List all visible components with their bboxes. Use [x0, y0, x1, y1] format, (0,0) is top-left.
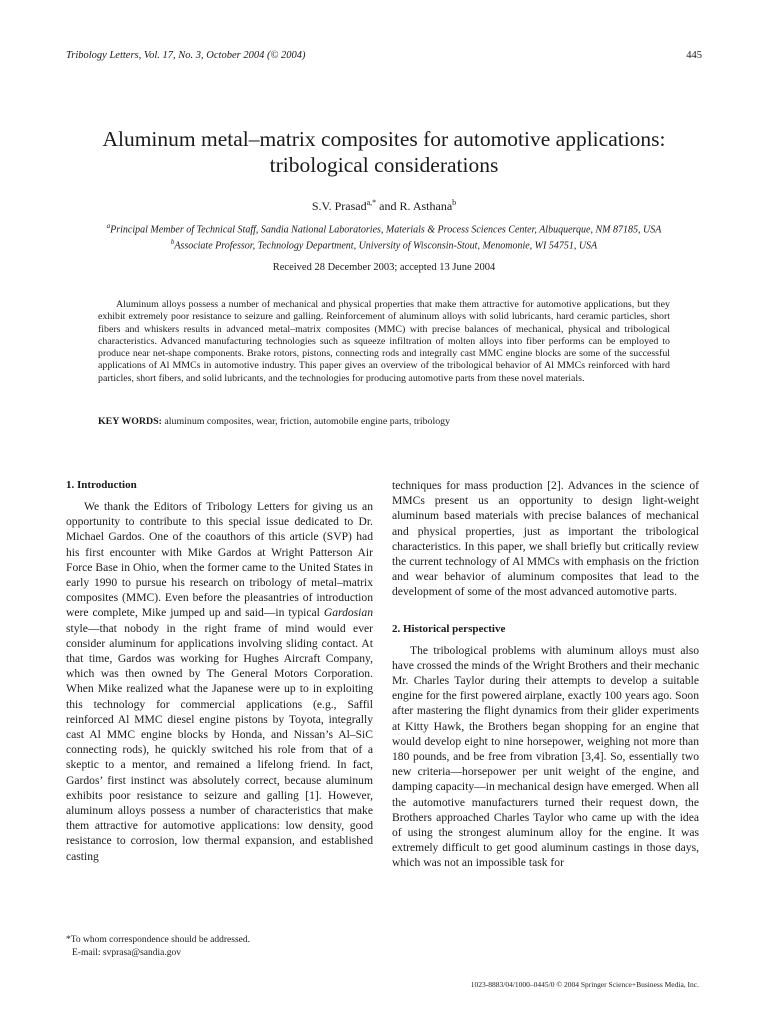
author-name: S.V. Prasad — [311, 199, 367, 213]
author-superscript: a,* — [366, 198, 377, 207]
running-head — [66, 50, 702, 61]
keywords-text: aluminum composites, wear, friction, automobile engine parts, tribology — [161, 416, 451, 427]
section-heading-introduction: 1. Introduction — [66, 479, 137, 491]
affiliations — [40, 220, 728, 253]
paragraph-text: We thank the Editors of Tribology Letters for giving us an opportunity to contribute to this special issue dedicated to Dr. Michael Gardos. One of the coauthors of this article (SVP) had his first encounter with Mike Gardos at Wright Patterson Air Force Base in Ohio, when the former came to the United States in early 1990 to pursue his research on tribology of metal–matrix composites (MMC). Even before the pleasantries of introduction were complete, Mike jumped up and said—in typical — [66, 500, 373, 620]
affiliation-marker: b — [170, 238, 175, 247]
title-line-2: tribological considerations — [269, 153, 499, 177]
italic-term: Gardosian — [323, 606, 373, 620]
title-line-1: Aluminum metal–matrix composites for automotive applications: — [102, 127, 666, 151]
keywords — [98, 416, 670, 428]
article-title — [40, 126, 728, 178]
right-column — [392, 478, 699, 871]
introduction-paragraph-continued: techniques for mass production [2]. Advances in the science of MMCs present us an opportunity to design light-weight aluminum based materials with precise balances of mechanical and physical properties, just as important the tribological characteristics. In this paper, we shall briefly but critically review the current technology of Al MMCs with emphasis on the friction and wear behavior of aluminum composites that lead to the development of some of the most advanced automotive parts. — [392, 479, 699, 599]
correspondence-footnote — [66, 934, 373, 959]
introduction-paragraph — [66, 499, 373, 864]
abstract: Aluminum alloys possess a number of mechanical and physical properties that make them attractive for automotive applications, but they exhibit extremely poor resistance to seizure and galling. Reinforcement of aluminum alloys with solid lubricants, hard ceramic particles, short fibers and whiskers results in advanced metal–matrix composites (MMC) with precise balances of mechanical, physical and tribological characteristics. Advanced manufacturing technologies such as squeeze infiltration of molten alloys into fiber performs can be employed to produce near net-shape components. Brake rotors, pistons, connecting rods and integrally cast MMC engine blocks are some of the successful applications of Al MMCs in automotive industry. This paper gives an overview of the tribological behavior of Al MMCs reinforced with hard particles, short fibers, and solid lubricants, and the technologies for producing automotive parts from these novel materials. — [98, 299, 670, 384]
journal-citation: Tribology Letters, Vol. 17, No. 3, October 2004 (© 2004) — [66, 50, 306, 61]
affiliation-a — [40, 220, 728, 236]
affiliation-b — [40, 236, 728, 252]
affiliation-text: Associate Professor, Technology Department, University of Wisconsin-Stout, Menomonie, WI 54751, USA — [174, 240, 598, 252]
affiliation-marker: a — [106, 222, 111, 230]
left-column — [66, 478, 373, 864]
author-name: R. Asthana — [399, 199, 453, 213]
author-superscript: b — [452, 198, 457, 207]
author-joiner: and — [376, 199, 400, 213]
footnote-email: E-mail: svprasa@sandia.gov — [72, 947, 181, 958]
keywords-label: KEY WORDS: — [98, 416, 162, 427]
page-number: 445 — [686, 50, 702, 61]
paragraph-text: style—that nobody in the right frame of mind would ever consider aluminum for applications involving sliding contact. At that time, Gardos was working for Hughes Aircraft Company, which was then owned by The General Motors Corporation. When Mike realized what the Japanese were up to in exploiting this technology for commercial applications (e.g., Saffil reinforced Al MMC diesel engine pistons by Toyota, integrally cast Al MMC engine blocks by Honda, and Nissan’s Al–SiC connecting rods), he quickly switched his role from that of a skeptic to a mentor, and remained a lifelong friend. In fact, Gardos’ first instinct was absolutely correct, because aluminum exhibits poor resistance to seizure and galling [1]. However, aluminum alloys possess a number of characteristics that make them attractive for automotive applications: low density, good resistance to corrosion, low thermal expansion, and established casting — [66, 621, 373, 863]
footnote-line: *To whom correspondence should be addressed. — [66, 935, 251, 945]
section-heading-historical: 2. Historical perspective — [392, 622, 506, 635]
historical-paragraph: The tribological problems with aluminum alloys must also have crossed the minds of the Wright Brothers and their mechanic Mr. Charles Taylor during their attempts to develop a suitable engine for the first powered airplane, exactly 100 years ago. Soon after mastering the flight dynamics from their glider experiments at Kitty Hawk, the Brothers began shopping for an engine that would develop eight to nine horsepower, weighing not more than 180 pounds, and be free from vibration [3,4]. So, essentially two new criteria—horsepower per unit weight of the engine, and damping capacity—in mechanical design have emerged. When all the automotive manufacturers turned their request down, the Brothers approached Charles Taylor who came up with the idea of using the strongest aluminum alloy for the engine. It was extremely difficult to get good aluminum castings in those days, which was not an impossible task for — [392, 643, 699, 870]
received-dates: Received 28 December 2003; accepted 13 June 2004 — [272, 262, 496, 273]
affiliation-text: Principal Member of Technical Staff, Sandia National Laboratories, Materials & Process Sciences Center, Albuquerque, NM 87185, USA — [110, 224, 662, 236]
copyright-line: 1023-8883/04/1000–0445/0 © 2004 Springer Science+Business Media, Inc. — [470, 980, 699, 989]
author-list — [40, 198, 728, 214]
